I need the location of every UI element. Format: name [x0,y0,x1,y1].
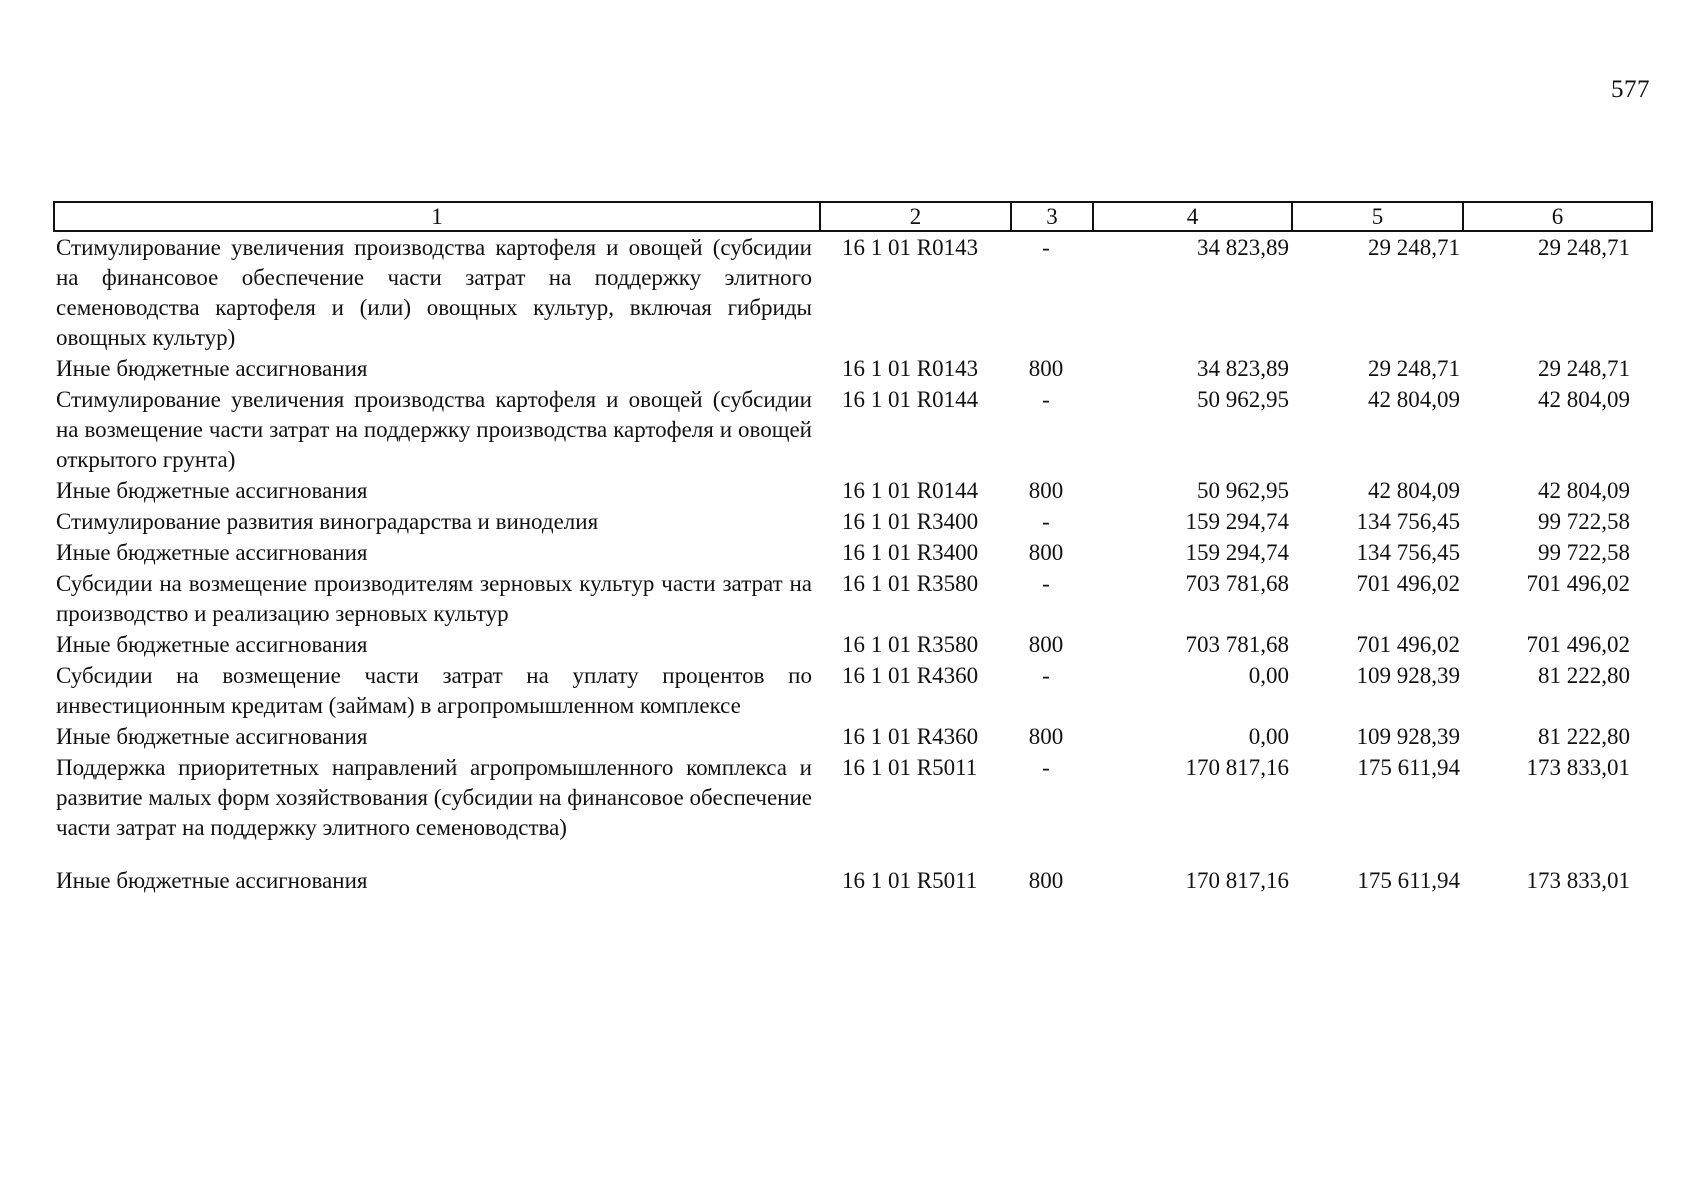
row-name: Стимулирование развития виноградарства и виноделия [56,509,599,534]
row-code: 16 1 01 R0143 [842,356,979,381]
row-code: 16 1 01 R5011 [842,755,978,780]
table-row [54,721,1652,752]
row-code: 16 1 01 R3580 [842,632,979,657]
header-col-5: 5 [1292,202,1463,231]
row-name: Иные бюджетные ассигнования [56,478,368,503]
row-code: 16 1 01 R3400 [842,509,979,534]
row-vr: - [1042,571,1050,596]
table-row [54,660,1652,721]
header-col-2: 2 [820,202,1011,231]
row-value-6: 701 496,02 [1526,571,1630,596]
row-value-5: 29 248,71 [1368,356,1460,381]
row-value-6: 81 222,80 [1538,724,1630,749]
row-code: 16 1 01 R3400 [842,540,979,565]
row-spacer [54,843,1652,865]
row-value-4: 703 781,68 [1185,571,1289,596]
row-value-6: 701 496,02 [1526,632,1630,657]
row-code: 16 1 01 R0144 [842,387,979,412]
row-value-5: 29 248,71 [1368,235,1460,260]
row-vr: 800 [1028,478,1064,503]
row-value-4: 34 823,89 [1197,235,1289,260]
row-value-4: 50 962,95 [1197,478,1289,503]
budget-table-container [53,201,1651,896]
row-vr: 800 [1028,540,1064,565]
row-code: 16 1 01 R4360 [842,724,979,749]
row-value-6: 29 248,71 [1538,356,1630,381]
table-row [54,537,1652,568]
header-col-4: 4 [1093,202,1292,231]
row-value-6: 99 722,58 [1538,540,1630,565]
row-value-5: 42 804,09 [1368,387,1460,412]
row-name: Иные бюджетные ассигнования [56,868,368,893]
row-name: Стимулирование увеличения производства картофеля и овощей (субсидии на финансовое обеспечение части затрат на поддержку элитного семеноводства картофеля и (или) овощных культур, включая гибриды овощных культур) [56,235,812,350]
row-value-5: 701 496,02 [1356,632,1460,657]
row-vr: - [1042,755,1050,780]
header-col-6: 6 [1463,202,1652,231]
row-value-4: 703 781,68 [1185,632,1289,657]
row-name: Иные бюджетные ассигнования [56,540,368,565]
table-row [54,353,1652,384]
header-col-1: 1 [54,202,820,231]
row-value-4: 170 817,16 [1185,755,1289,780]
table-row [54,752,1652,843]
row-value-6: 173 833,01 [1526,868,1630,893]
table-header [54,202,1652,231]
table-row [54,475,1652,506]
header-row [54,202,1652,231]
row-code: 16 1 01 R5011 [842,868,978,893]
row-vr: - [1042,387,1050,412]
row-name: Субсидии на возмещение производителям зерновых культур части затрат на производство и реализацию зерновых культур [56,571,812,626]
row-code: 16 1 01 R0143 [842,235,979,260]
row-value-6: 29 248,71 [1538,235,1630,260]
row-value-5: 109 928,39 [1356,663,1460,688]
row-vr: - [1042,235,1050,260]
row-value-4: 50 962,95 [1197,387,1289,412]
table-row [54,231,1652,353]
row-value-5: 175 611,94 [1357,868,1460,893]
budget-table [53,201,1653,896]
row-value-5: 175 611,94 [1357,755,1460,780]
row-vr: - [1042,663,1050,688]
row-value-5: 701 496,02 [1356,571,1460,596]
row-value-4: 0,00 [1248,663,1289,688]
row-value-5: 109 928,39 [1356,724,1460,749]
row-name: Стимулирование увеличения производства картофеля и овощей (субсидии на возмещение части затрат на поддержку производства картофеля и овощей открытого грунта) [56,387,812,472]
row-code: 16 1 01 R4360 [842,663,979,688]
row-vr: - [1042,509,1050,534]
table-body [54,231,1652,896]
page-number: 577 [1611,76,1650,103]
header-col-3: 3 [1011,202,1093,231]
row-value-4: 159 294,74 [1185,540,1289,565]
row-code: 16 1 01 R0144 [842,478,979,503]
row-name: Субсидии на возмещение части затрат на уплату процентов по инвестиционным кредитам (займам) в агропромышленном комплексе [56,663,812,718]
row-vr: 800 [1028,868,1064,893]
row-value-4: 0,00 [1248,724,1289,749]
row-value-6: 42 804,09 [1538,478,1630,503]
row-value-5: 42 804,09 [1368,478,1460,503]
row-value-6: 42 804,09 [1538,387,1630,412]
spacer-cell [54,843,1652,865]
row-value-5: 134 756,45 [1356,509,1460,534]
row-name: Иные бюджетные ассигнования [56,356,368,381]
row-value-5: 134 756,45 [1356,540,1460,565]
row-value-4: 170 817,16 [1185,868,1289,893]
row-value-6: 81 222,80 [1538,663,1630,688]
table-row [54,384,1652,475]
row-name: Иные бюджетные ассигнования [56,632,368,657]
table-row [54,506,1652,537]
row-name: Иные бюджетные ассигнования [56,724,368,749]
table-row [54,629,1652,660]
row-name: Поддержка приоритетных направлений агропромышленного комплекса и развитие малых форм хозяйствования (субсидии на финансовое обеспечение части затрат на поддержку элитного семеноводства) [56,755,812,840]
row-value-4: 34 823,89 [1197,356,1289,381]
row-vr: 800 [1028,356,1064,381]
row-value-6: 99 722,58 [1538,509,1630,534]
row-vr: 800 [1028,724,1064,749]
row-vr: 800 [1028,632,1064,657]
row-code: 16 1 01 R3580 [842,571,979,596]
table-row [54,865,1652,896]
table-row [54,568,1652,629]
row-value-6: 173 833,01 [1526,755,1630,780]
row-value-4: 159 294,74 [1185,509,1289,534]
